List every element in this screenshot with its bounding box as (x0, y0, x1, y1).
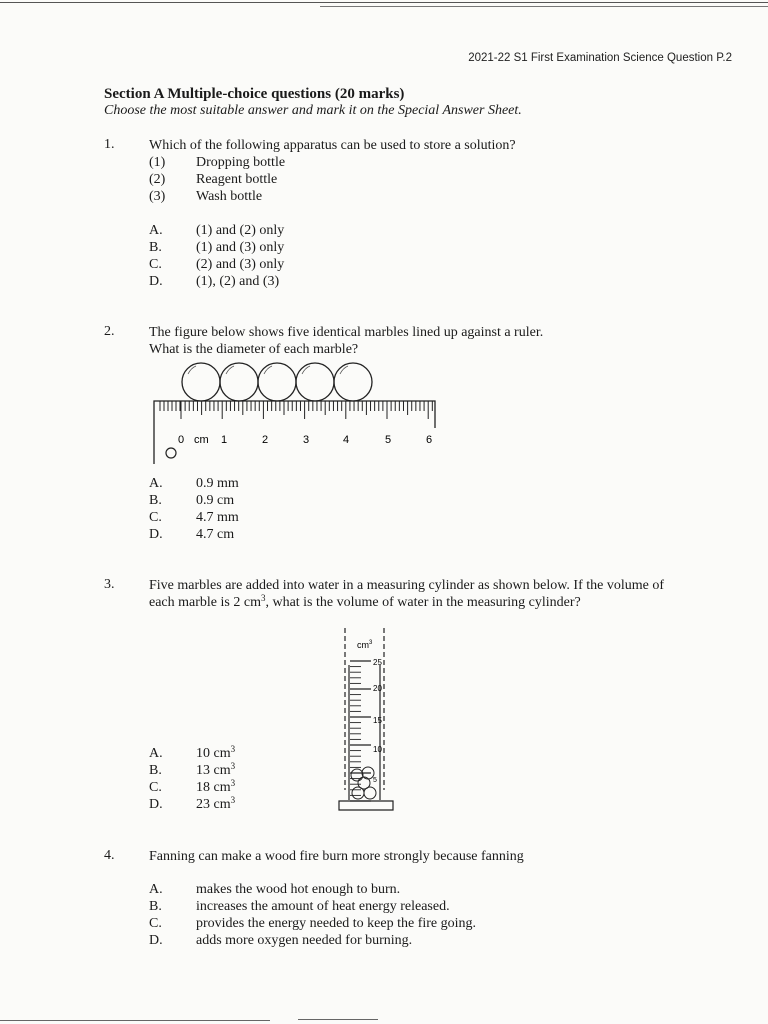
cylinder-marble (351, 769, 363, 781)
q2-text-line1: The figure below shows five identical marbles lined up against a ruler. (149, 325, 544, 340)
option-label: D. (149, 933, 163, 948)
option-text: (1), (2) and (3) (196, 274, 280, 289)
option-text: makes the wood hot enough to burn. (196, 882, 401, 897)
option-text: 4.7 cm (196, 527, 235, 542)
ruler-label-1: 1 (221, 434, 228, 446)
section-instruction: Choose the most suitable answer and mark it on the Special Answer Sheet. (104, 103, 522, 118)
option-label: A. (149, 476, 163, 491)
option-label: D. (149, 274, 163, 289)
top-border-line (0, 2, 768, 3)
option-text: 10 $cm^3$ (196, 744, 236, 761)
bottom-border-line-2 (298, 1019, 378, 1020)
ruler-label-4: 4 (343, 434, 350, 446)
ruler-label-3: 3 (303, 434, 310, 446)
option-text: 18 $cm^3$ (196, 778, 236, 795)
option-label: C. (149, 916, 162, 931)
option-label: B. (149, 493, 162, 508)
cylinder-unit: $cm^3$ (357, 640, 373, 650)
section-title: Section A Multiple-choice questions (20 marks) (104, 86, 405, 102)
option-label: B. (149, 763, 162, 778)
option-text: (1) and (2) only (196, 223, 285, 238)
ruler-marbles-figure (150, 360, 440, 470)
option-text: 4.7 mm (196, 510, 239, 525)
option-label: C. (149, 257, 162, 272)
top-border-line-2 (320, 6, 768, 7)
option-text: (1) and (3) only (196, 240, 285, 255)
q1-item-label: (2) (149, 172, 166, 187)
q3-text-line1: Five marbles are added into water in a measuring cylinder as shown below. If the volume of (149, 578, 664, 593)
ruler-label-6: 6 (426, 434, 433, 446)
option-text: 0.9 mm (196, 476, 239, 491)
q2-text-line2: What is the diameter of each marble? (149, 342, 359, 357)
option-text: increases the amount of heat energy released. (196, 899, 450, 914)
option-label: B. (149, 240, 162, 255)
marble (220, 363, 258, 401)
option-text: (2) and (3) only (196, 257, 285, 272)
ruler-ticks (160, 401, 432, 419)
cylinder-label-10: 10 (373, 745, 382, 754)
q1-item-label: (3) (149, 189, 166, 204)
option-label: B. (149, 899, 162, 914)
option-label: C. (149, 510, 162, 525)
q4-text: Fanning can make a wood fire burn more strongly because fanning (149, 849, 524, 864)
option-label: C. (149, 780, 162, 795)
marbles (182, 363, 372, 401)
marble (182, 363, 220, 401)
q3-text-sup: 3 (260, 593, 266, 603)
q4-number: 4. (104, 848, 115, 863)
option-label: A. (149, 882, 163, 897)
ruler-label-0: 0 (178, 434, 185, 446)
page-header: 2021-22 S1 First Examination Science Question P.2 (468, 52, 732, 64)
q1-item-text: Reagent bottle (196, 172, 278, 187)
cylinder-label-5: 5 (373, 777, 377, 784)
marble (258, 363, 296, 401)
cylinder-label-25: 25 (373, 658, 382, 667)
ruler-label-unit: cm (194, 434, 209, 446)
q3-text-pre: each marble is 2 cm (149, 595, 261, 610)
option-text: 13 $cm^3$ (196, 761, 236, 778)
q1-text: Which of the following apparatus can be used to store a solution? (149, 138, 516, 153)
ruler-label-2: 2 (262, 434, 269, 446)
ruler-hole (166, 448, 176, 458)
option-label: A. (149, 746, 163, 761)
marble (334, 363, 372, 401)
option-text: 23 $cm^3$ (196, 795, 236, 812)
cylinder-label-15: 15 (373, 716, 382, 725)
ruler-body (154, 401, 435, 464)
bottom-border-line (0, 1020, 270, 1021)
ruler-label-5: 5 (385, 434, 392, 446)
q1-item-text: Wash bottle (196, 189, 263, 204)
q1-item-label: (1) (149, 155, 166, 170)
option-label: D. (149, 527, 163, 542)
q1-number: 1. (104, 137, 115, 152)
q2-number: 2. (104, 324, 115, 339)
q3-number: 3. (104, 577, 115, 592)
q3-text-line2 (149, 594, 581, 611)
cylinder-label-20: 20 (373, 684, 382, 693)
option-text: adds more oxygen needed for burning. (196, 933, 413, 948)
q3-text-post: , what is the volume of water in the measuring cylinder? (265, 595, 581, 610)
option-text: provides the energy needed to keep the fire going. (196, 916, 477, 931)
option-label: A. (149, 223, 163, 238)
measuring-cylinder-figure (335, 625, 395, 815)
cylinder-base (339, 801, 393, 810)
option-text: 0.9 cm (196, 493, 235, 508)
q1-item-text: Dropping bottle (196, 155, 286, 170)
option-label: D. (149, 797, 163, 812)
marble (296, 363, 334, 401)
